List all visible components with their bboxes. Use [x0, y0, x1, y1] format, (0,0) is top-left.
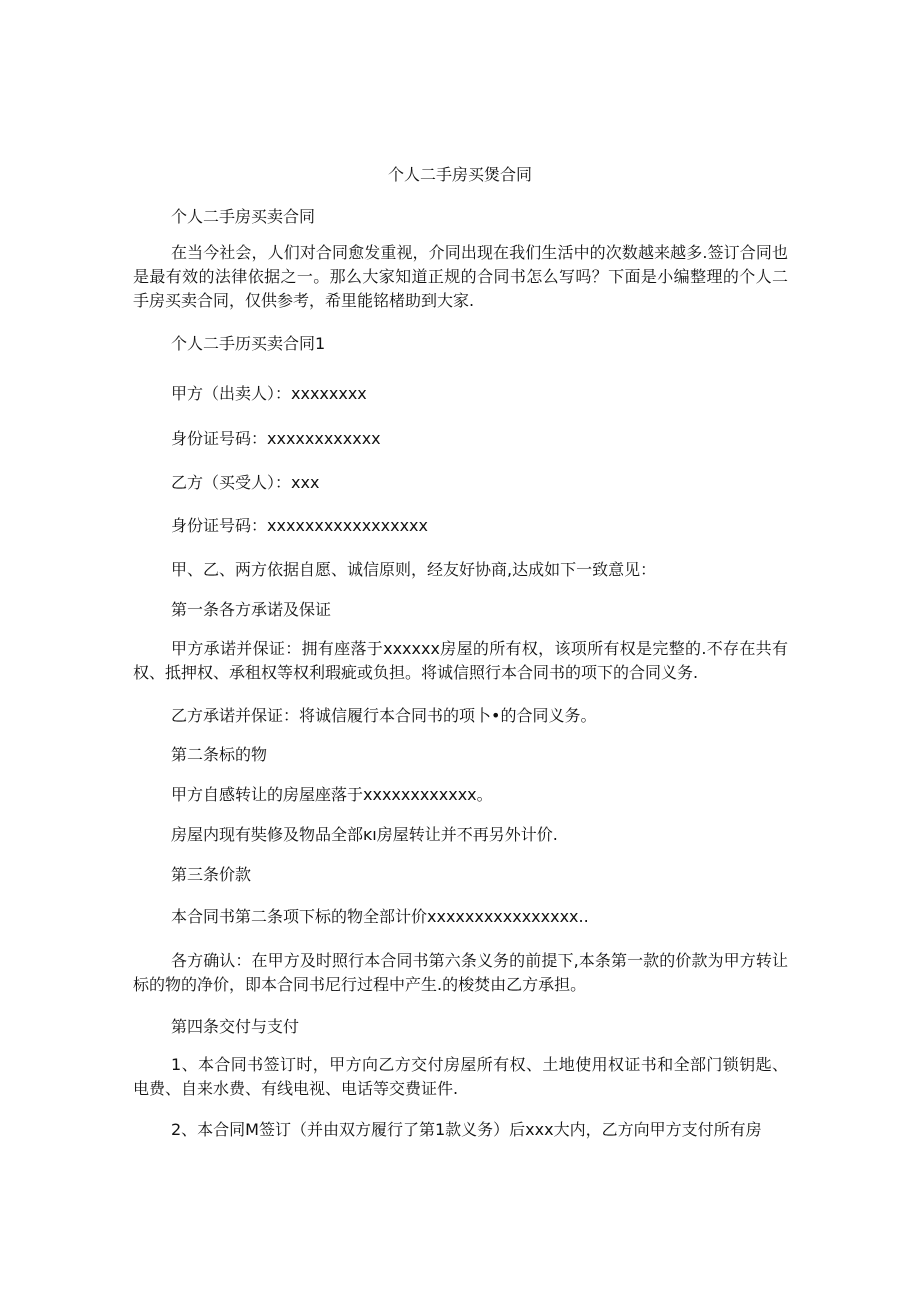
agreement-intro: 甲、乙、两方依据自愿、诚信原则，经友好协商,达成如下一致意见：	[171, 560, 657, 579]
article-4-clause-2: 2、本合同M签订（并由双方履行了第1款义务）后xxx大内，乙方向甲方支付所有房	[171, 1120, 762, 1139]
article-1-party-a: 甲方承诺并保证：拥有座落于xxxxxx房屋的所有权，该项所有权是完整的.不存在共有权、抵押权、承租权等权利瑕疵或负担。将诚信照行本合同书的项下的合同义务.	[133, 639, 788, 682]
document-title: 个人二手房买煲合同	[387, 165, 532, 184]
party-a-line: 甲方（出卖人）：xxxxxxxx	[171, 384, 367, 403]
article-3-heading: 第三条价款	[171, 865, 252, 884]
article-3-confirmation: 各方确认：在甲方及时照行本合同书第六条义务的前提下,本条第一款的价款为甲方转让标的物的净价，即本合同书尼行过程中产生.的梭焚由乙方承担。	[133, 951, 788, 994]
article-4-clause-1: 1、本合同书签订时，甲方向乙方交付房屋所有权、土地使用权证书和全部门锁钥匙、电费、自来水费、有线电视、电话等交费证件.	[133, 1055, 788, 1098]
party-a-id-line: 身份证号码：xxxxxxxxxxxx	[171, 429, 381, 448]
article-2-heading: 第二条标的物	[171, 745, 268, 764]
article-2-location: 甲方自感转让的房屋座落于xxxxxxxxxxxx。	[171, 785, 493, 804]
contract-heading: 个人二手历买卖合同1	[171, 334, 326, 353]
intro-paragraph: 在当今社会，人们对合同愈发重视，介同出现在我们生活中的次数越来越多.签订合同也是最有效的法律依据之一。那么大家知道正规的合同书怎么写吗？下面是小编整理的个人二手房买卖合同，仅供参考，希里能铭楮助到大家.	[133, 243, 788, 310]
article-4-heading: 第四条交付与支付	[171, 1017, 300, 1036]
party-b-id-line: 身份证号码：xxxxxxxxxxxxxxxxx	[171, 516, 428, 535]
party-b-line: 乙方（买受人）：xxx	[171, 473, 320, 492]
subtitle-paragraph: 个人二手房买卖合同	[171, 207, 316, 226]
article-2-contents: 房屋内现有奘修及物品全部ĸı房屋转让并不再另外计价.	[171, 825, 558, 844]
article-1-heading: 第一条各方承诺及保证	[171, 600, 332, 619]
article-3-price: 本合同书第二条项下标的物全部计价xxxxxxxxxxxxxxxx..	[171, 907, 589, 926]
article-1-party-b: 乙方承诺并保证：将诚信履行本合同书的项卜•的合同义务。	[171, 706, 597, 725]
